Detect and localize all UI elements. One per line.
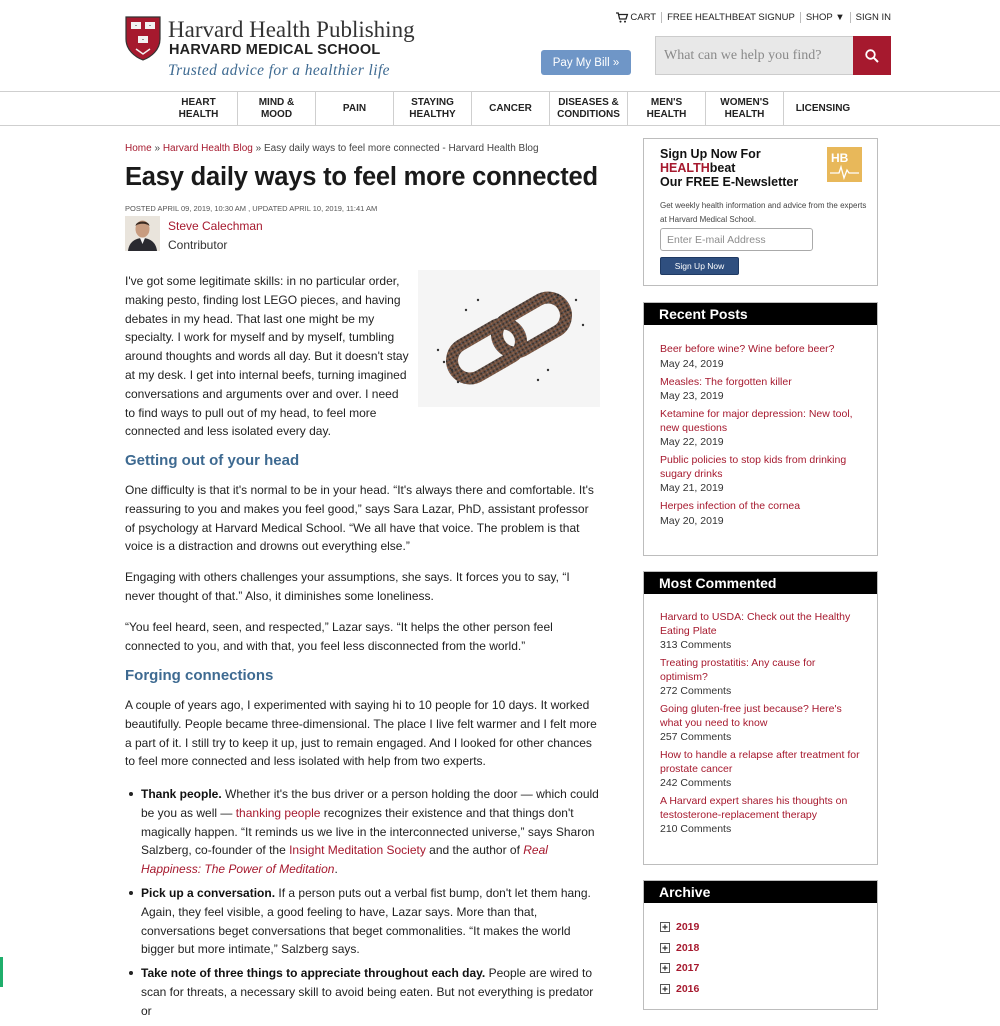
harvard-shield-icon: [124, 15, 162, 61]
recent-posts-panel: [643, 302, 878, 556]
most-commented-link[interactable]: Going gluten-free just because? Here's what you need to know: [660, 703, 842, 729]
posted-date: POSTED APRIL 09, 2019, 10:30 AM , UPDATED APRIL 10, 2019, 11:41 AM: [125, 204, 378, 213]
list-item: [660, 454, 861, 496]
archive-year-2019[interactable]: [660, 917, 861, 938]
comment-count: 242 Comments: [660, 777, 732, 789]
brand-tagline: Trusted advice for a healthier life: [168, 62, 390, 79]
newsletter-description: Get weekly health information and advice from the experts at Harvard Medical School.: [660, 201, 867, 224]
healthbeat-rest: beat: [709, 161, 736, 175]
list-item: [660, 376, 861, 405]
recent-post-link[interactable]: Ketamine for major depression: New tool, new questions: [660, 408, 853, 434]
recent-posts-heading: Recent Posts: [644, 303, 877, 325]
tip-text: .: [334, 862, 338, 877]
section-heading-getting-out: Getting out of your head: [125, 452, 300, 469]
author-photo-image: [125, 216, 160, 251]
section-heading-forging-connections: Forging connections: [125, 667, 274, 684]
search-input[interactable]: [655, 36, 853, 75]
recent-post-link[interactable]: Herpes infection of the cornea: [660, 500, 801, 512]
page-title: Easy daily ways to feel more connected: [125, 163, 598, 191]
sign-in-link[interactable]: SIGN IN: [850, 12, 891, 23]
recent-post-date: May 23, 2019: [660, 390, 724, 402]
feedback-tab[interactable]: [0, 957, 3, 987]
main-nav-list: [160, 92, 862, 125]
tip-text: recognizes their existence and that things don't magically happen. “It reminds us we live in the interconnected universe,” says Sharon Salzberg, co-founder of the: [141, 805, 595, 858]
recent-post-date: May 21, 2019: [660, 482, 724, 494]
author-avatar[interactable]: [125, 216, 160, 251]
search-button[interactable]: [853, 36, 891, 75]
nav-staying-healthy[interactable]: STAYING HEALTHY: [394, 92, 472, 125]
site-header: [0, 0, 1000, 92]
newsletter-title-line3: Our FREE E-Newsletter: [660, 175, 799, 189]
tip-item: [125, 884, 601, 959]
list-item: [660, 749, 861, 791]
newsletter-signup-box: [643, 138, 878, 286]
comment-count: 272 Comments: [660, 685, 732, 697]
archive-year-label[interactable]: 2018: [676, 941, 700, 954]
list-item: [660, 657, 861, 699]
most-commented-panel: [643, 571, 878, 865]
tip-lead: Take note of three things to appreciate throughout each day.: [141, 966, 486, 981]
article-paragraph: A couple of years ago, I experimented with saying hi to 10 people for 10 days. It worked beautifully. People became three-dimensional. The place I live felt warmer and I felt more a part of it. I still try to keep it up, just to remain engaged. And I looked for other chances to feel more connected and less isolated with help from two experts.: [125, 698, 597, 769]
utility-nav: [611, 12, 891, 23]
brand-school: HARVARD MEDICAL SCHOOL: [169, 42, 381, 58]
recent-post-date: May 20, 2019: [660, 514, 724, 527]
tip-item: [125, 964, 601, 1020]
tip-lead: Thank people.: [141, 787, 222, 801]
expand-plus-icon[interactable]: [660, 943, 670, 953]
tip-lead: Pick up a conversation.: [141, 885, 276, 900]
cart-icon: [616, 12, 628, 23]
breadcrumb-blog[interactable]: Harvard Health Blog: [162, 143, 253, 154]
healthbeat-logo: [827, 147, 862, 182]
tip-item: [125, 785, 601, 879]
real-happiness-book-link[interactable]: Real Happiness: The Power of Meditation: [141, 843, 548, 877]
expand-plus-icon[interactable]: [660, 922, 670, 932]
recent-post-link[interactable]: Measles: The forgotten killer: [660, 375, 792, 388]
most-commented-link[interactable]: Treating prostatitis: Any cause for optimism?: [660, 657, 816, 683]
tips-list: [125, 785, 601, 1026]
archive-year-label[interactable]: 2016: [676, 982, 700, 995]
archive-year-label[interactable]: 2019: [676, 921, 700, 934]
list-item: [660, 343, 861, 372]
archive-year-2018[interactable]: [660, 938, 861, 959]
nav-mens-health[interactable]: MEN'S HEALTH: [628, 92, 706, 125]
newsletter-title-line2: [660, 161, 798, 175]
tip-text: and the author of: [425, 843, 524, 858]
comment-count: 313 Comments: [660, 639, 732, 651]
hero-image: [418, 270, 600, 407]
nav-licensing[interactable]: LICENSING: [795, 102, 851, 114]
most-commented-link[interactable]: A Harvard expert shares his thoughts on testosterone-replacement therapy: [660, 795, 848, 821]
email-field[interactable]: [660, 228, 813, 251]
archive-year-2017[interactable]: [660, 958, 861, 979]
archive-list: [644, 903, 877, 999]
most-commented-link[interactable]: Harvard to USDA: Check out the Healthy Eating Plate: [660, 611, 851, 637]
list-item: [660, 795, 861, 837]
healthbeat-logo-icon: [827, 147, 862, 182]
newsletter-title-line1: Sign Up Now For: [660, 147, 761, 161]
archive-panel: [643, 880, 878, 1010]
cart-label: CART: [630, 12, 657, 23]
breadcrumb-current: Easy daily ways to feel more connected - Harvard Health Blog: [263, 143, 539, 154]
article-paragraph: One difficulty is that it's normal to be in your head. “It's always there and comfortable. It's reassuring to you and makes you feel good,” says Sara Lazar, PhD, assistant professor of psychology at Harvard Medical School. “We all have that voice. The problem is that voice is a distraction and drowns out everything else.”: [125, 483, 594, 554]
chain-link-crowd-image: [418, 270, 600, 407]
most-commented-list: [644, 594, 877, 837]
nav-cancer[interactable]: CANCER: [472, 92, 550, 125]
archive-heading: Archive: [644, 881, 877, 903]
breadcrumb-home[interactable]: Home: [125, 143, 152, 154]
list-item: [660, 703, 861, 745]
sign-up-now-button[interactable]: Sign Up Now: [660, 257, 739, 275]
pay-my-bill-button[interactable]: Pay My Bill »: [541, 50, 631, 75]
breadcrumb-separator: »: [151, 143, 163, 154]
archive-year-2016[interactable]: [660, 979, 861, 1000]
tip-text: If a person puts out a verbal fist bump, don't let them hang. Again, they feel visible, a good feeling to have, Lazar says. More than that, conversations beget conversations that beget commonalities. “It makes the world bigger but more intimate,” Salzberg says.: [141, 885, 591, 957]
author-role: Contributor: [168, 238, 228, 252]
expand-plus-icon[interactable]: [660, 963, 670, 973]
recent-post-date: May 22, 2019: [660, 436, 724, 448]
article-intro: I've got some legitimate skills: in no particular order, making pesto, finding lost LEGO pieces, and having debates in my head. That last one might be my specialty. I work for myself and by myself, tumbling around thoughts and words all day. But it doesn't stay at my desk. I get into internal beefs, turning imagined conversations and arguments over and over. I need to find ways to pull out of my head, to feel more connected and less isolated every day.: [125, 274, 409, 439]
nav-mind-mood[interactable]: MIND & MOOD: [238, 92, 316, 125]
nav-pain[interactable]: PAIN: [316, 92, 394, 125]
article-paragraph: Engaging with others challenges your assumptions, she says. It forces you to say, “I never thought of that.” Also, it diminishes some loneliness.: [125, 570, 570, 603]
brand-name: Harvard Health Publishing: [168, 17, 415, 42]
healthbeat-signup-link[interactable]: FREE HEALTHBEAT SIGNUP: [661, 12, 800, 23]
tip-text: Whether it's the bus driver or a person holding the door — which could be you as well —: [141, 787, 599, 820]
article-paragraph: “You feel heard, seen, and respected,” Lazar says. “It helps the other person feel connected to you, and with that, you feel less disconnected from the world.”: [125, 620, 553, 653]
nav-womens-health[interactable]: WOMEN'S HEALTH: [706, 92, 784, 125]
breadcrumb: [125, 143, 539, 154]
expand-plus-icon[interactable]: [660, 984, 670, 994]
comment-count: 257 Comments: [660, 731, 732, 743]
nav-heart-health[interactable]: HEART HEALTH: [160, 92, 238, 125]
most-commented-link[interactable]: How to handle a relapse after treatment for prostate cancer: [660, 749, 860, 775]
comment-count: 210 Comments: [660, 823, 732, 835]
healthbeat-red: HEALTH: [660, 161, 710, 175]
recent-posts-list: [644, 325, 877, 529]
healthbeat-logo-text: HB: [831, 151, 849, 165]
insight-meditation-link[interactable]: Insight Meditation Society: [289, 843, 426, 858]
nav-diseases-conditions[interactable]: DISEASES & CONDITIONS: [550, 92, 628, 125]
author-name-link[interactable]: Steve Calechman: [168, 219, 263, 233]
list-item: [660, 611, 861, 653]
most-commented-heading: Most Commented: [644, 572, 877, 594]
thanking-people-link[interactable]: thanking people: [235, 805, 321, 820]
recent-post-link[interactable]: Public policies to stop kids from drinking sugary drinks: [660, 454, 847, 480]
list-item: [660, 408, 861, 450]
newsletter-title: [660, 147, 798, 189]
recent-post-date: May 24, 2019: [660, 357, 724, 370]
main-nav: [0, 91, 1000, 126]
breadcrumb-separator: »: [252, 143, 264, 154]
search-icon: [865, 49, 879, 63]
cart-link[interactable]: [611, 12, 661, 23]
list-item: [660, 500, 861, 529]
site-logo[interactable]: [124, 15, 424, 85]
shop-menu[interactable]: SHOP ▼: [800, 12, 850, 23]
recent-post-link[interactable]: Beer before wine? Wine before beer?: [660, 343, 835, 355]
archive-year-label[interactable]: 2017: [676, 962, 700, 975]
tip-text: People are wired to scan for threats, a necessary skill to avoid being eaten. But not everything is predator or: [141, 966, 594, 1018]
